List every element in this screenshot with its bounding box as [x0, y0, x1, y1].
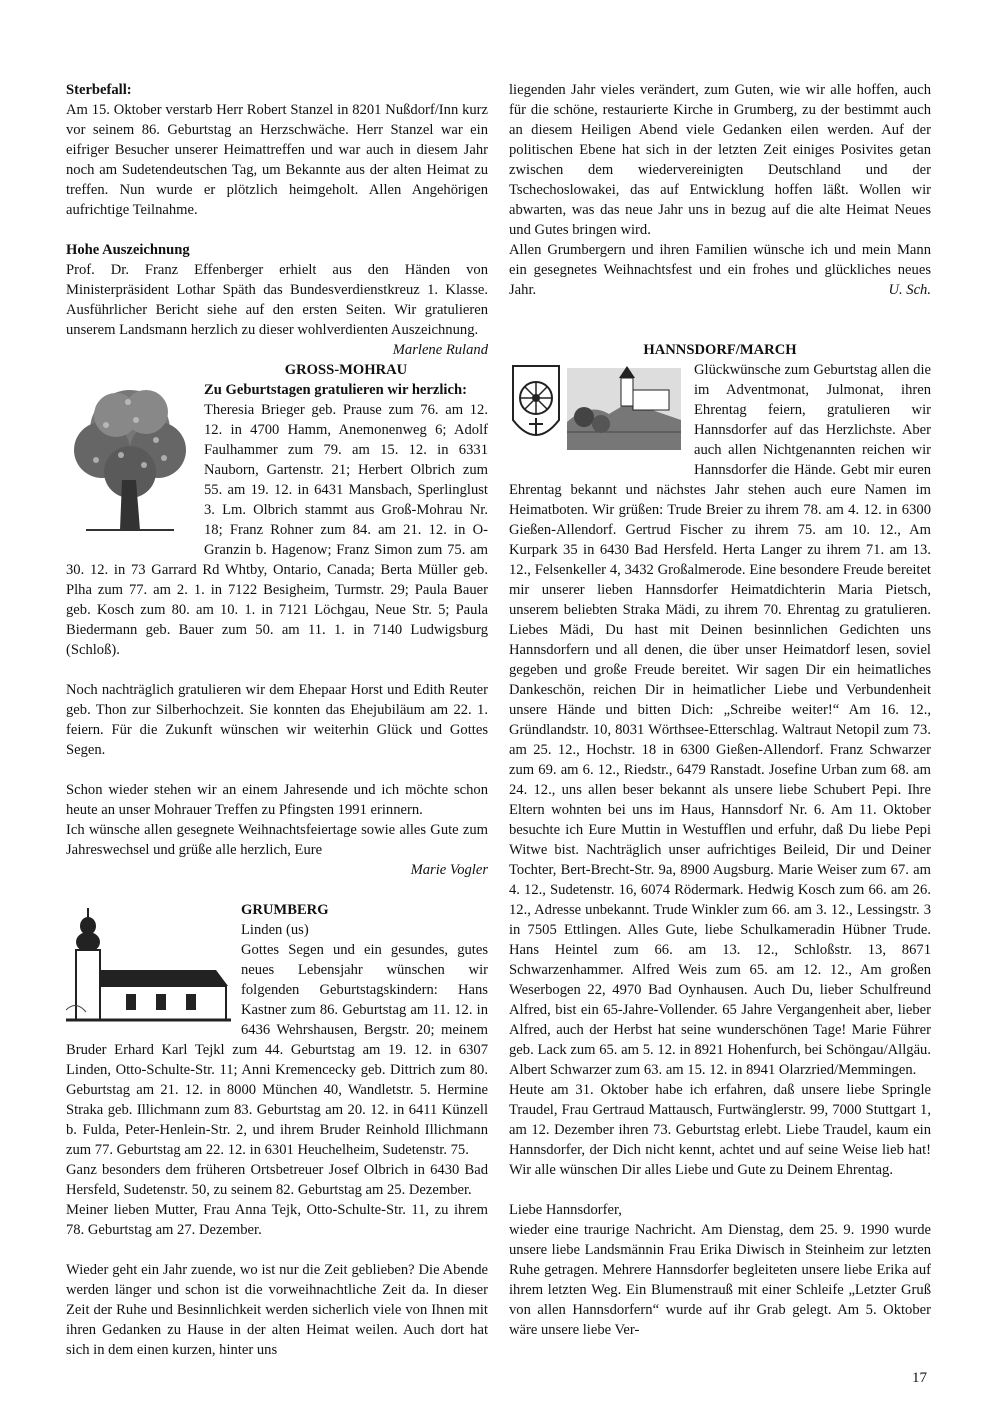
- grumberg-wishes: Allen Grumbergern und ihren Familien wünsche ich und mein Mann ein gesegnetes Weihnachtsfest und ein frohes und glückliches neues Jahr. U. Sch.: [509, 242, 931, 298]
- sterbefall-heading: Sterbefall:: [66, 82, 132, 98]
- grumberg-paragraph-2: Ganz besonders dem früheren Ortsbetreuer Josef Olbrich in 6430 Bad Hersfeld, Sudetenstr. 50, zu seinem 82. Geburtstag am 25. Dezember.: [66, 1162, 488, 1198]
- hannsdorf-text: Glückwünsche zum Geburtstag allen die im Adventmonat, Julmonat, ihren Ehrentag feiern, gratulieren wir Hannsdorfer auf das Herzlichste. Aber auch allen Nichtgenannten reichen wir Hannsdorfer die Hände. Gebt mir euren Ehrentag bekannt und nächstes Jahr stehen auch eure Namen im Heimatboten. Wir grüßen: Trude Breier zu ihrem 78. am 4. 12. in 6300 Gießen-Allendorf. Gertrud Fischer zu ihrem 75. am 10. 12., Am Kurpark 35 in 6430 Bad Hersfeld. Herta Langer zu ihrem 71. am 13. 12., Felsenkeller 4, 3432 Großalmerode. Eine besondere Freude bereitet mir unserer lieben Hannsdorfer Heimatdichterin Maria Pietsch, unserem beliebten Straka Mädi, zu ihrem 70. Ehrentag zu gratulieren. Liebes Mädi, Du hast mit Deinen besinnlichen Gedichten uns Hannsdorfern und all denen, die über unser Heimatdorf lesen, soviel gegeben und große Freude bereitet. Wir sagen Dir ein heimatliches Dankeschön, reichen Dir in heimatlicher Liebe und Verbundenheit unsere Hände und bitten Dich: „Schreibe weiter!“ Am 16. 12., Gründlandstr. 10, 8031 Wörthsee-Etterschlag. Waltraut Netopil zum 73. am 25. 12., Hochstr. 18 in 6300 Gießen-Allendorf. Franz Schwarzer zum 69. am 6. 12., Riedstr., 6479 Ranstadt. Josefine Urban zum 68. am 24. 12., uns allen beser bekannt als unsere liebe Schubert Pepi. Ihre Eltern wohnten bei uns im Haus, Hannsdorf Nr. 6. Am 11. Oktober besuchte ich Eure Muttin in Westufflen und erfuhr, daß Du liebe Pepi Witwe bist. Nachträglich unser aufrichtiges Beileid, Dir und Deiner Tochter, Bert-Brecht-Str. 9a, 8900 Augsburg. Marie Weiser zum 67. am 4. 12., Sudetenstr. 16, 6074 Rödermark. Hedwig Kosch zum 66. am 26. 12., Adresse unbekannt. Trude Winkler zum 66. am 3. 12., Lessingstr. 3 in 7505 Ettlingen. Alles Gute, liebe Schulkameradin Hübner Trude. Hans Heintel zum 66. am 13. 12., Schloßstr. 13, 8671 Schwarzenhammer. Alfred Weis zum 65. am 12. 12., Am großen Weserbogen 22, 4970 Bad Oynhausen. Auch Du, lieber Schulfreund Alfred, bist ein 65-Jahre-Vollender. 65 Jahre Vergangenheit aber, lieber Alfred, auch der Herbst hat seine wunderschönen Tage! Marie Führer geb. Lack zum 65. am 5. 12. in 8921 Hohenfurch, bei Schöngau/Allgäu. Albert Schwarzer zum 63. am 15. 12. in 8941 Olarzried/Memmingen.: [509, 362, 931, 1078]
- auszeichnung-heading: Hohe Auszeichnung: [66, 242, 190, 258]
- hannsdorf-illustration: [509, 362, 684, 460]
- mohrau-heading: GROSS-MOHRAU: [284, 362, 408, 378]
- hannsdorf-paragraph-4: wieder eine traurige Nachricht. Am Dienstag, dem 25. 9. 1990 wurde unsere liebe Landsmännin Frau Erika Diwisch in Steinheim zur letzten Ruhe getragen. Mehrere Hannsdorfer begleiteten unsere liebe Erika auf ihrem letzten Weg. Ein Blumenstrauß mit einer Schleife „Letzter Gruß von allen Hannsdorfern“ wurde auf ihr Grab gelegt. Am 5. Oktober wäre unsere liebe Ver-: [509, 1222, 931, 1338]
- grumberg-paragraph-3: Meiner lieben Mutter, Frau Anna Tejk, Otto-Schulte-Str. 11, zu ihrem 78. Geburtstag am 27. Dezember.: [66, 1202, 488, 1238]
- hannsdorf-heading: HANNSDORF/MARCH: [643, 342, 797, 358]
- hannsdorf-paragraph-3: Liebe Hannsdorfer,: [509, 1202, 622, 1218]
- page-number: 17: [912, 1370, 927, 1386]
- mohrau-signature: Marie Vogler: [410, 862, 488, 878]
- mohrau-paragraph-4: Ich wünsche allen gesegnete Weihnachtsfeiertage sowie alles Gute zum Jahreswechsel und grüße alle herzlich, Eure: [66, 822, 488, 858]
- mohrau-paragraph-2: Noch nachträglich gratulieren wir dem Ehepaar Horst und Edith Reuter geb. Thon zur Silberhochzeit. Sie konnten das Ehejubiläum am 22. 1. feiern. Für die Zukunft wünschen wir weiterhin Glück und Gottes Segen.: [66, 682, 488, 758]
- hannsdorf-paragraph-2: Heute am 31. Oktober habe ich erfahren, daß unsere liebe Springle Traudel, Frau Gertraud Mattausch, Furtwänglerstr. 99, 7000 Stuttgart 1, am 12. Dezember ihren 73. Geburtstag erlebt. Liebe Traudel, kaum ein Hannsdorfer, der Dich nicht kennt, achtet und auf seine Weise lieb hat! Wir alle wünschen Dir alles Liebe und Gute zu Deinem Ehrentag.: [509, 1082, 931, 1178]
- church-illustration: [66, 900, 231, 1031]
- sterbefall-text: Am 15. Oktober verstarb Herr Robert Stanzel in 8201 Nußdorf/Inn kurz vor seinem 86. Geburtstag an Herzschwäche. Herr Stanzel war ein eifriger Besucher unserer Heimattreffen und war auch in diesem Jahr noch am Sudetendeutschen Tag, um Bekannte aus der alten Heimat zu treffen. Nun wurde er plötzlich heimgeholt. Allen Angehörigen aufrichtige Teilnahme.: [66, 102, 488, 218]
- grumberg-subheading: Linden (us): [241, 922, 309, 938]
- grumberg-text: Gottes Segen und ein gesundes, gutes neues Lebensjahr wünschen wir folgenden Geburtstagskindern: Hans Kastner zum 86. Geburtstag am 11. 12. in 6436 Wehrshausen, Bergstr. 20; meinem Bruder Erhard Karl Tejkl zum 44. Geburtstag am 19. 12. in 6307 Linden, Otto-Schulte-Str. 11; Anni Kremencecky geb. Dittrich zum 80. Geburtstag am 21. 12. in 8000 München 40, Wandletstr. 5. Hermine Straka geb. Illichmann zum 83. Geburtstag am 20. 12. in 6411 Künzell b. Fulda, Peter-Henlein-Str. 2, und ihrem Bruder Reinhold Illichmann zum 77. Geburtstag am 22. 12. in 6301 Heuchelheim, Sudetenstr. 75.: [66, 942, 488, 1158]
- right-column: [509, 80, 931, 1340]
- tree-illustration: [66, 380, 194, 544]
- mohrau-text: Theresia Brieger geb. Prause zum 76. am 12. 12. in 4700 Hamm, Anemonenweg 6; Adolf Faulhammer zum 79. am 15. 12. in 6331 Nauborn, Gartenstr. 21; Herbert Olbrich zum 55. am 19. 12. in 6431 Mansbach, Sperlinglust 3. Lm. Olbrich stammt aus Groß-Mohrau Nr. 18; Franz Rohner zum 84. am 21. 12. in O-Granzin b. Hagenow; Franz Simon zum 75. am 30. 12. in 73 Garrard Rd Whtby, Ontario, Canada; Berta Müller geb. Plha zum 77. am 2. 1. in 7122 Besigheim, Turmstr. 29; Paula Bauer geb. Kosch zum 80. am 10. 1. in 7121 Löchgau, Neue Str. 5; Paula Biedermann geb. Bauer zum 50. am 11. 1. in 7140 Ludwigsburg (Schloß).: [66, 402, 488, 658]
- mohrau-paragraph-3: Schon wieder stehen wir an einem Jahresende und ich möchte schon heute an unser Mohrauer Treffen zu Pfingsten 1991 erinnern.: [66, 782, 488, 818]
- grumberg-signature: U. Sch.: [888, 282, 931, 298]
- auszeichnung-text: Prof. Dr. Franz Effenberger erhielt aus den Händen von Ministerpräsident Lothar Späth das Bundesverdienstkreuz 1. Klasse. Ausführlicher Bericht siehe auf den ersten Seiten. Wir gratulieren unserem Landsmann herzlich zu dieser wohlverdienten Auszeichnung. Marlene Ruland: [66, 262, 488, 358]
- auszeichnung-signature: Marlene Ruland: [392, 342, 488, 358]
- left-column: [66, 80, 488, 1360]
- grumberg-continued: liegenden Jahr vieles verändert, zum Guten, wie wir alle hoffen, auch für die schöne, restaurierte Kirche in Grumberg, zu der bestimmt auch an diesem Heiligen Abend viele Gedanken eilen werden. Auf der politischen Ebene hat sich in der letzten Zeit einiges Posivites getan zwischen dem wiedervereinigten Deutschland und der Tschechoslowakei, das auf Entwicklung hoffen läßt. Wollen wir abwarten, was das neue Jahr uns in bezug auf die alte Heimat Neues und Gutes bringen wird.: [509, 82, 931, 238]
- grumberg-heading: GRUMBERG: [241, 902, 329, 918]
- grumberg-paragraph-4: Wieder geht ein Jahr zuende, wo ist nur die Zeit geblieben? Die Abende werden länger und schon ist die vorweihnachtliche Zeit da. In dieser Zeit der Ruhe und Besinnlichkeit werden sicherlich viele von Ihnen mit ihren Gedanken zu Hause in der alten Heimat weilen. Auch dort hat sich in dem einen kurzen, hinter uns: [66, 1262, 488, 1358]
- mohrau-subheading: Zu Geburtstagen gratulieren wir herzlich:: [204, 382, 467, 398]
